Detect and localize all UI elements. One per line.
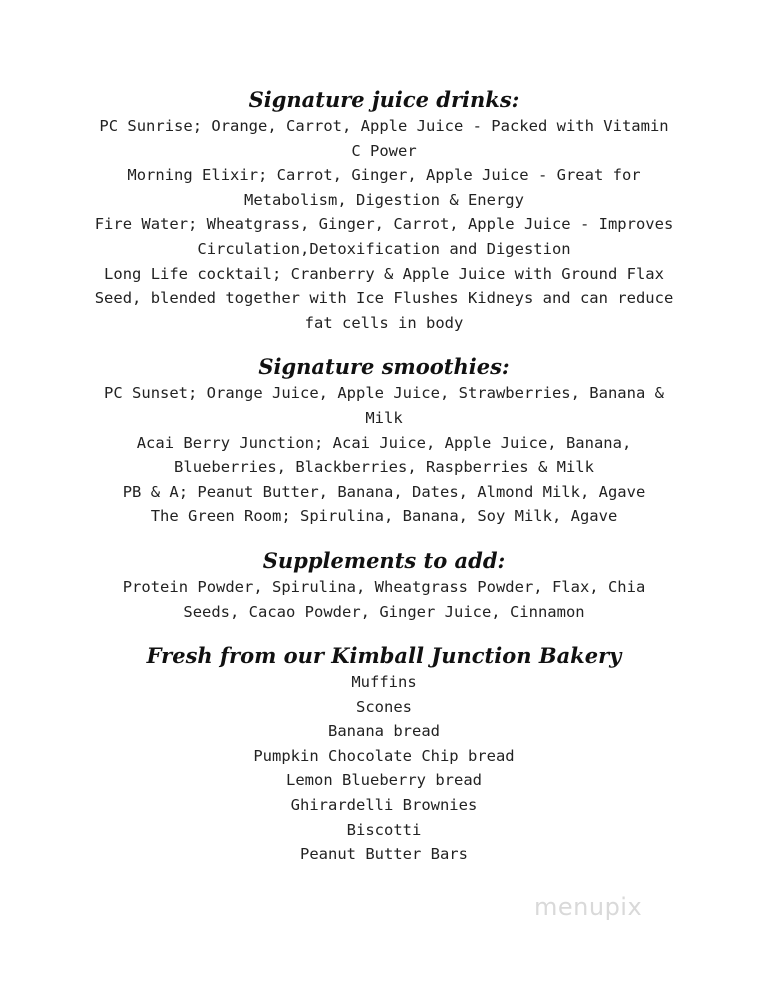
menupix-watermark: menupix — [534, 893, 643, 921]
section-title: Supplements to add: — [262, 547, 506, 573]
menu-line: The Green Room; Spirulina, Banana, Soy Milk, Agave — [150, 507, 618, 526]
menu-line: C Power — [351, 141, 417, 160]
section-title: Signature juice drinks: — [248, 87, 520, 112]
menu-line: Ghirardelli Brownies — [290, 796, 478, 815]
menu-line: Morning Elixir; Carrot, Ginger, Apple Juice - Great for — [127, 166, 641, 185]
menu-line: PC Sunset; Orange Juice, Apple Juice, Strawberries, Banana & — [104, 384, 664, 403]
menu-line: Long Life cocktail; Cranberry & Apple Juice with Ground Flax — [104, 264, 664, 283]
menu-line: Metabolism, Digestion & Energy — [244, 190, 524, 209]
menu-line: Seeds, Cacao Powder, Ginger Juice, Cinnamon — [183, 602, 585, 621]
menu-line: Scones — [356, 697, 412, 716]
section-title: Signature smoothies: — [258, 354, 510, 380]
menu-line: Milk — [365, 408, 403, 427]
section-supplements — [0, 547, 768, 624]
menu-line: Banana bread — [328, 722, 440, 741]
section-signature-juice-drinks — [0, 86, 768, 335]
menu-line: Lemon Blueberry bread — [286, 771, 482, 790]
section-signature-smoothies — [0, 353, 768, 529]
menu-line: Fire Water; Wheatgrass, Ginger, Carrot, Apple Juice - Improves — [94, 215, 674, 234]
section-bakery — [0, 642, 768, 867]
menu-line: Pumpkin Chocolate Chip bread — [253, 746, 515, 765]
menu-line: PB & A; Peanut Butter, Banana, Dates, Almond Milk, Agave — [122, 482, 646, 501]
menu-page — [0, 86, 768, 885]
menu-line: Blueberries, Blackberries, Raspberries & Milk — [174, 458, 594, 477]
menu-line: PC Sunrise; Orange, Carrot, Apple Juice - Packed with Vitamin — [99, 117, 669, 135]
menu-line: fat cells in body — [304, 313, 464, 332]
menu-line: Seed, blended together with Ice Flushes Kidneys and can reduce — [94, 289, 674, 308]
menu-line: Biscotti — [346, 820, 422, 839]
menu-line: Muffins — [351, 673, 417, 692]
menu-line: Circulation,Detoxification and Digestion — [197, 239, 571, 258]
menu-line: Peanut Butter Bars — [300, 845, 468, 864]
menu-line: Acai Berry Junction; Acai Juice, Apple Juice, Banana, — [136, 433, 632, 452]
section-title: Fresh from our Kimball Junction Bakery — [146, 643, 622, 669]
menu-line: Protein Powder, Spirulina, Wheatgrass Powder, Flax, Chia — [122, 577, 646, 596]
